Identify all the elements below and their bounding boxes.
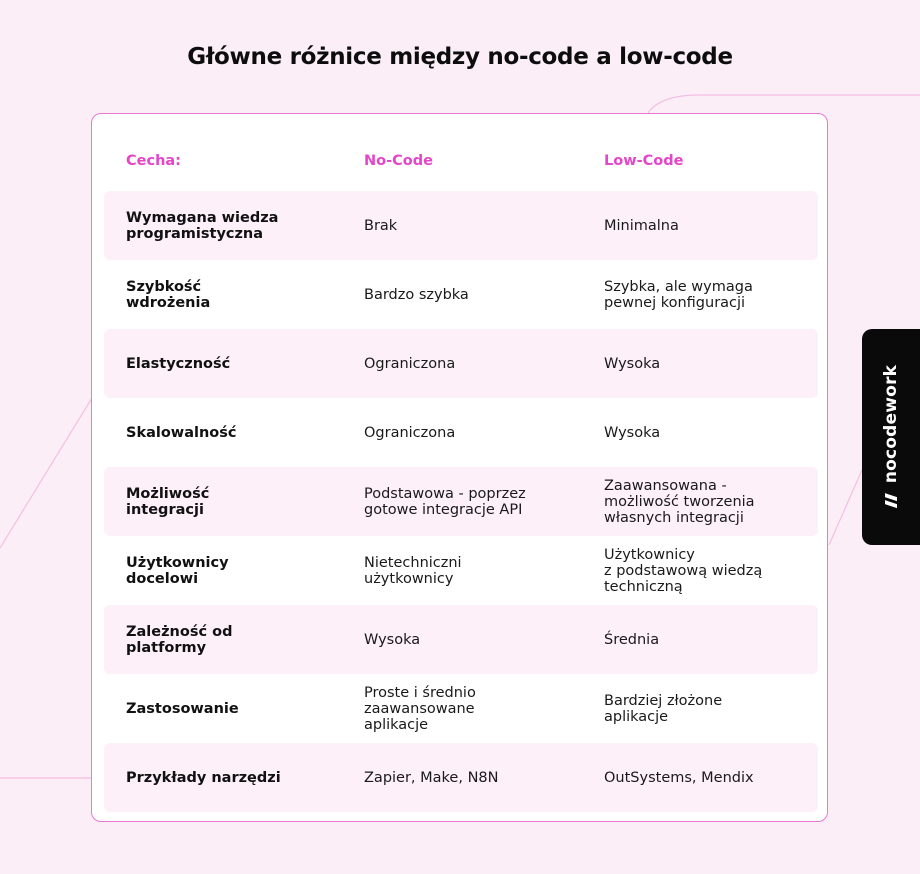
table-header-row (104, 144, 818, 178)
table-row (104, 743, 818, 812)
brand-name: nocodework (881, 364, 901, 484)
feature-cell: Przykłady narzędzi (126, 769, 281, 786)
feature-cell: Skalowalność (126, 424, 237, 441)
table-row (104, 674, 818, 743)
feature-cell: Zależność od platformy (126, 623, 233, 656)
table-row (104, 467, 818, 536)
brand-tab[interactable] (862, 329, 920, 545)
table-row (104, 536, 818, 605)
nocodework-logo-icon (883, 491, 899, 509)
feature-cell: Szybkość wdrożenia (126, 278, 211, 311)
header-feature: Cecha: (126, 153, 181, 169)
feature-cell: Elastyczność (126, 355, 231, 372)
low-code-cell: Wysoka (604, 355, 661, 372)
feature-cell: Możliwość integracji (126, 485, 210, 518)
header-no-code: No-Code (364, 153, 433, 169)
table-row (104, 260, 818, 329)
low-code-cell: Wysoka (604, 424, 661, 441)
low-code-cell: Średnia (604, 631, 660, 648)
low-code-cell: Użytkownicy z podstawową wiedzą techniczną (604, 546, 763, 595)
feature-cell: Zastosowanie (126, 700, 239, 717)
table-row (104, 605, 818, 674)
no-code-cell: Zapier, Make, N8N (364, 769, 499, 786)
no-code-cell: Bardzo szybka (364, 286, 469, 303)
header-low-code: Low-Code (604, 153, 684, 169)
no-code-cell: Nietechniczni użytkownicy (364, 554, 462, 587)
table-row (104, 191, 818, 260)
page-title: Główne różnice między no-code a low-code (187, 44, 733, 70)
no-code-cell: Proste i średnio zaawansowane aplikacje (364, 684, 476, 733)
no-code-cell: Wysoka (364, 631, 421, 648)
feature-cell: Wymagana wiedza programistyczna (126, 209, 279, 242)
comparison-table (91, 113, 828, 822)
low-code-cell: OutSystems, Mendix (604, 769, 754, 786)
no-code-cell: Ograniczona (364, 355, 456, 372)
low-code-cell: Bardziej złożone aplikacje (604, 692, 723, 725)
low-code-cell: Minimalna (604, 217, 679, 234)
brand-lockup (881, 365, 901, 509)
table-row (104, 398, 818, 467)
no-code-cell: Brak (364, 217, 398, 234)
no-code-cell: Ograniczona (364, 424, 456, 441)
no-code-cell: Podstawowa - poprzez gotowe integracje API (364, 485, 526, 518)
feature-cell: Użytkownicy docelowi (126, 554, 229, 587)
low-code-cell: Szybka, ale wymaga pewnej konfiguracji (604, 278, 753, 311)
low-code-cell: Zaawansowana - możliwość tworzenia własnych integracji (604, 477, 755, 526)
table-row (104, 329, 818, 398)
